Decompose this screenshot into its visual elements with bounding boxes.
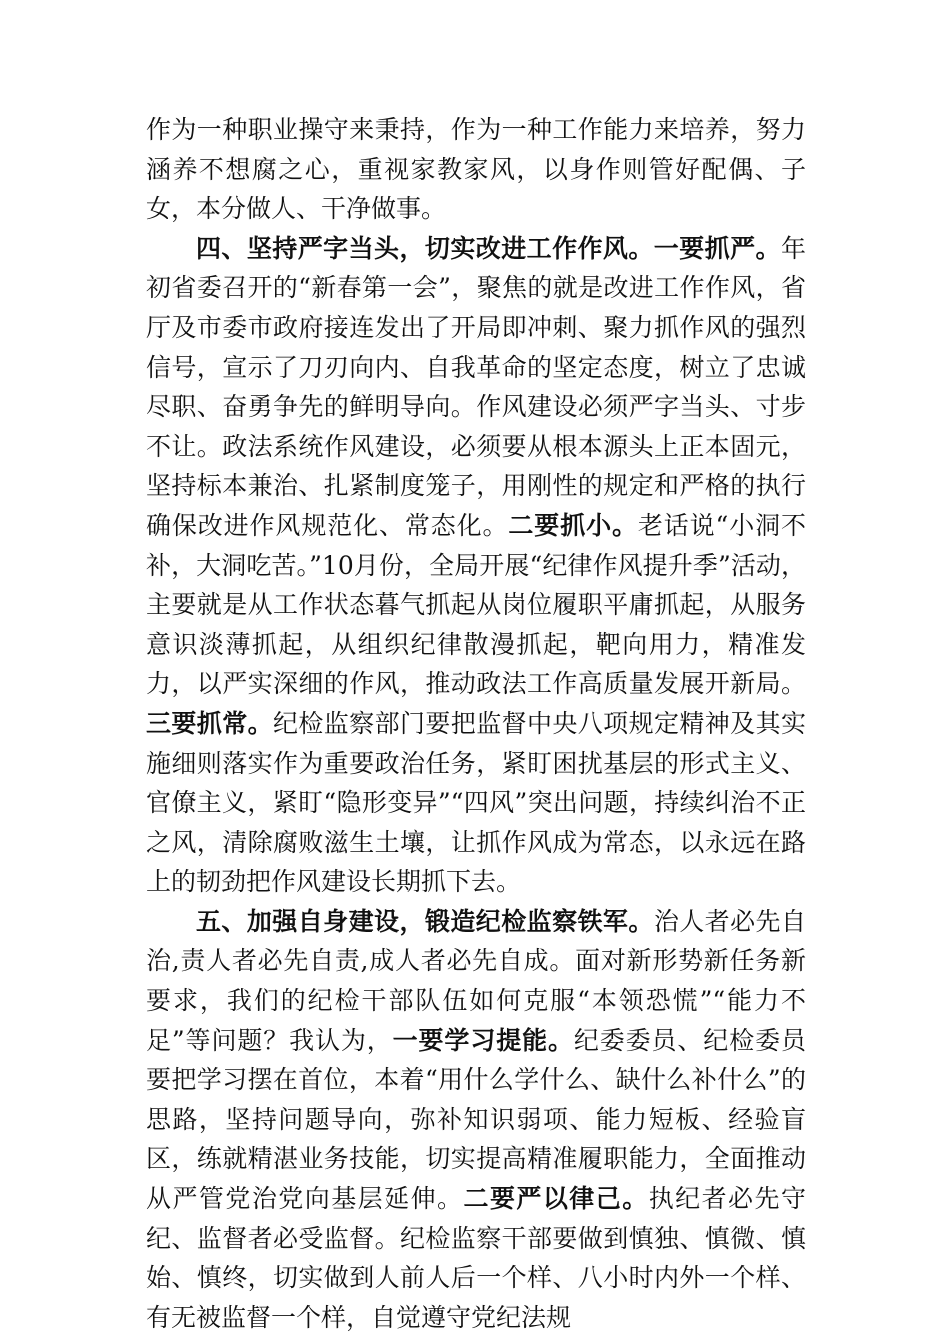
paragraph-1	[146, 110, 806, 229]
paragraph-text: 纪委委员、纪检委员要把学习摆在首位，本着“用什么学什么、缺什么补什么”的思路，坚持问题导向，弥补知识弱项、能力短板、经验盲区，练就精湛业务技能，切实提高精准履职能力，全面推动从严管党治党向基层延伸。	[146, 1025, 806, 1214]
paragraph-text: 年初省委召开的“新春第一会”，聚焦的就是改进工作作风，省厅及市委市政府接连发出了开局即冲刺、聚力抓作风的强烈信号，宣示了刀刃向内、自我革命的坚定态度，树立了忠诚尽职、奋勇争先的鲜明导向。作风建设必须严字当头、寸步不让。政法系统作风建设，必须要从根本源头上正本固元，坚持标本兼治、扎紧制度笼子，用刚性的规定和严格的执行确保改进作风规范化、常态化。	[146, 233, 806, 540]
paragraph-text: 老话说“小洞不补，大洞吃苦。”10月份，全局开展“纪律作风提升季”活动，主要就是从工作状态暮气抓起从岗位履职平庸抓起，从服务意识淡薄抓起，从组织纪律散漫抓起，靶向用力，精准发力，以严实深细的作风，推动政法工作高质量发展开新局。	[146, 510, 806, 699]
paragraph-text: 作为一种职业操守来秉持，作为一种工作能力来培养，努力涵养不想腐之心，重视家教家风，以身作则管好配偶、子女，本分做人、干净做事。	[146, 115, 806, 224]
paragraph-3	[146, 902, 806, 1338]
document-body	[146, 110, 806, 1337]
paragraph-text: 执纪者必先守纪、监督者必受监督。纪检监察干部要做到慎独、慎微、慎始、慎终，切实做到人前人后一个样、八小时内外一个样、有无被监督一个样，自觉遵守党纪法规	[146, 1184, 806, 1332]
point-heading: 二要严以律己。	[463, 1184, 649, 1214]
point-heading: 二要抓小。	[508, 510, 638, 540]
point-heading: 三要抓常。	[146, 708, 273, 738]
paragraph-text: 纪检监察部门要把监督中央八项规定精神及其实施细则落实作为重要政治任务，紧盯困扰基层的形式主义、官僚主义，紧盯“隐形变异”“四风”突出问题，持续纠治不正之风，清除腐败滋生土壤，让抓作风成为常态，以永远在路上的韧劲把作风建设长期抓下去。	[146, 708, 806, 897]
section-heading-4: 四、坚持严字当头，切实改进工作作风。一要抓严。	[196, 233, 781, 263]
paragraph-text: 治人者必先自治,责人者必先自责,成人者必先自成。面对新形势新任务新要求，我们的纪检干部队伍如何克服“本领恐慌”“能力不足”等问题？我认为，	[146, 906, 806, 1055]
point-heading: 一要学习提能。	[392, 1025, 574, 1055]
paragraph-2	[146, 229, 806, 902]
section-heading-5: 五、加强自身建设，锻造纪检监察铁军。	[196, 906, 654, 936]
